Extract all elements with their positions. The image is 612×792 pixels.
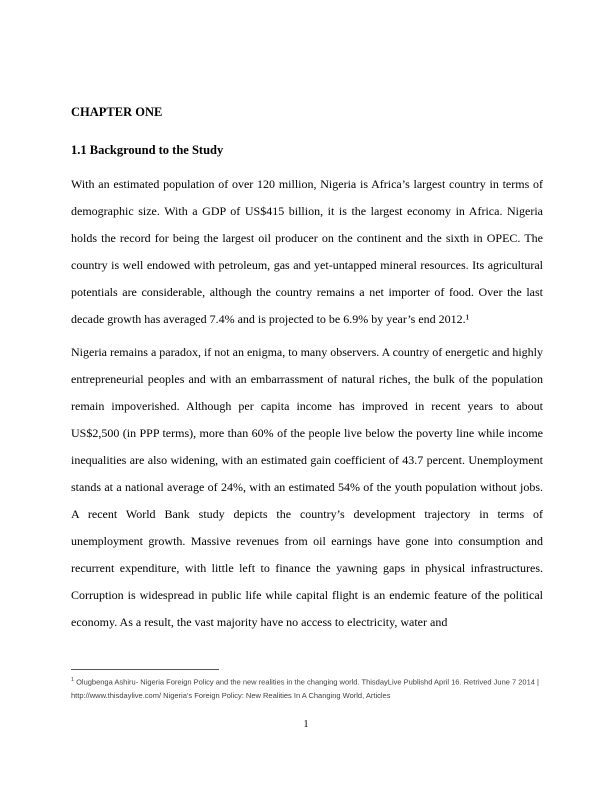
footnote-separator (71, 669, 219, 670)
footnote-marker: 1 (71, 677, 75, 683)
body-paragraph-1: With an estimated population of over 120 million, Nigeria is Africa’s largest country in terms of demographic size. With a GDP of US$415 billion, it is the largest economy in Africa. Nigeria holds the record for being the largest oil producer on the continent and the sixth in OPEC. The country is well endowed with petroleum, gas and yet-untapped mineral resources. Its agricultural potentials are considerable, although the country remains a net importer of food. Over the last decade growth has averaged 7.4% and is projected to be 6.9% by year’s end 2012.¹ (71, 177, 543, 326)
footnote (71, 669, 543, 702)
page-body (71, 105, 543, 636)
body-paragraph-2: Nigeria remains a paradox, if not an enigma, to many observers. A country of energetic and highly entrepreneurial peoples and with an embarrassment of natural riches, the bulk of the population remain impoverished. Although per capita income has improved in recent years to about US$2,500 (in PPP terms), more than 60% of the people live below the poverty line while income inequalities are also widening, with an estimated gain coefficient of 43.7 percent. Unemployment stands at a national average of 24%, with an estimated 54% of the youth population without jobs. A recent World Bank study depicts the country’s development trajectory in terms of unemployment growth. Massive revenues from oil earnings have gone into consumption and recurrent expenditure, with little left to finance the yawning gaps in physical infrastructures. Corruption is widespread in public life while capital flight is an endemic feature of the political economy. As a result, the vast majority have no access to electricity, water and (71, 345, 543, 629)
footnote-line (71, 689, 543, 702)
page-number: 1 (303, 719, 309, 730)
footnote-text: Olugbenga Ashiru- Nigeria Foreign Policy and the new realities in the changing world. ThisdayLive Publishd April 16. Retrived June 7 2014 | (76, 677, 539, 687)
footnote-line (71, 674, 543, 689)
section-heading: 1.1 Background to the Study (71, 143, 224, 157)
chapter-title: CHAPTER ONE (71, 105, 163, 119)
footnote-url-text: http://www.thisdaylive.com/ Nigeria’s Foreign Policy: New Realities In A Changing World, Articles (71, 690, 391, 700)
